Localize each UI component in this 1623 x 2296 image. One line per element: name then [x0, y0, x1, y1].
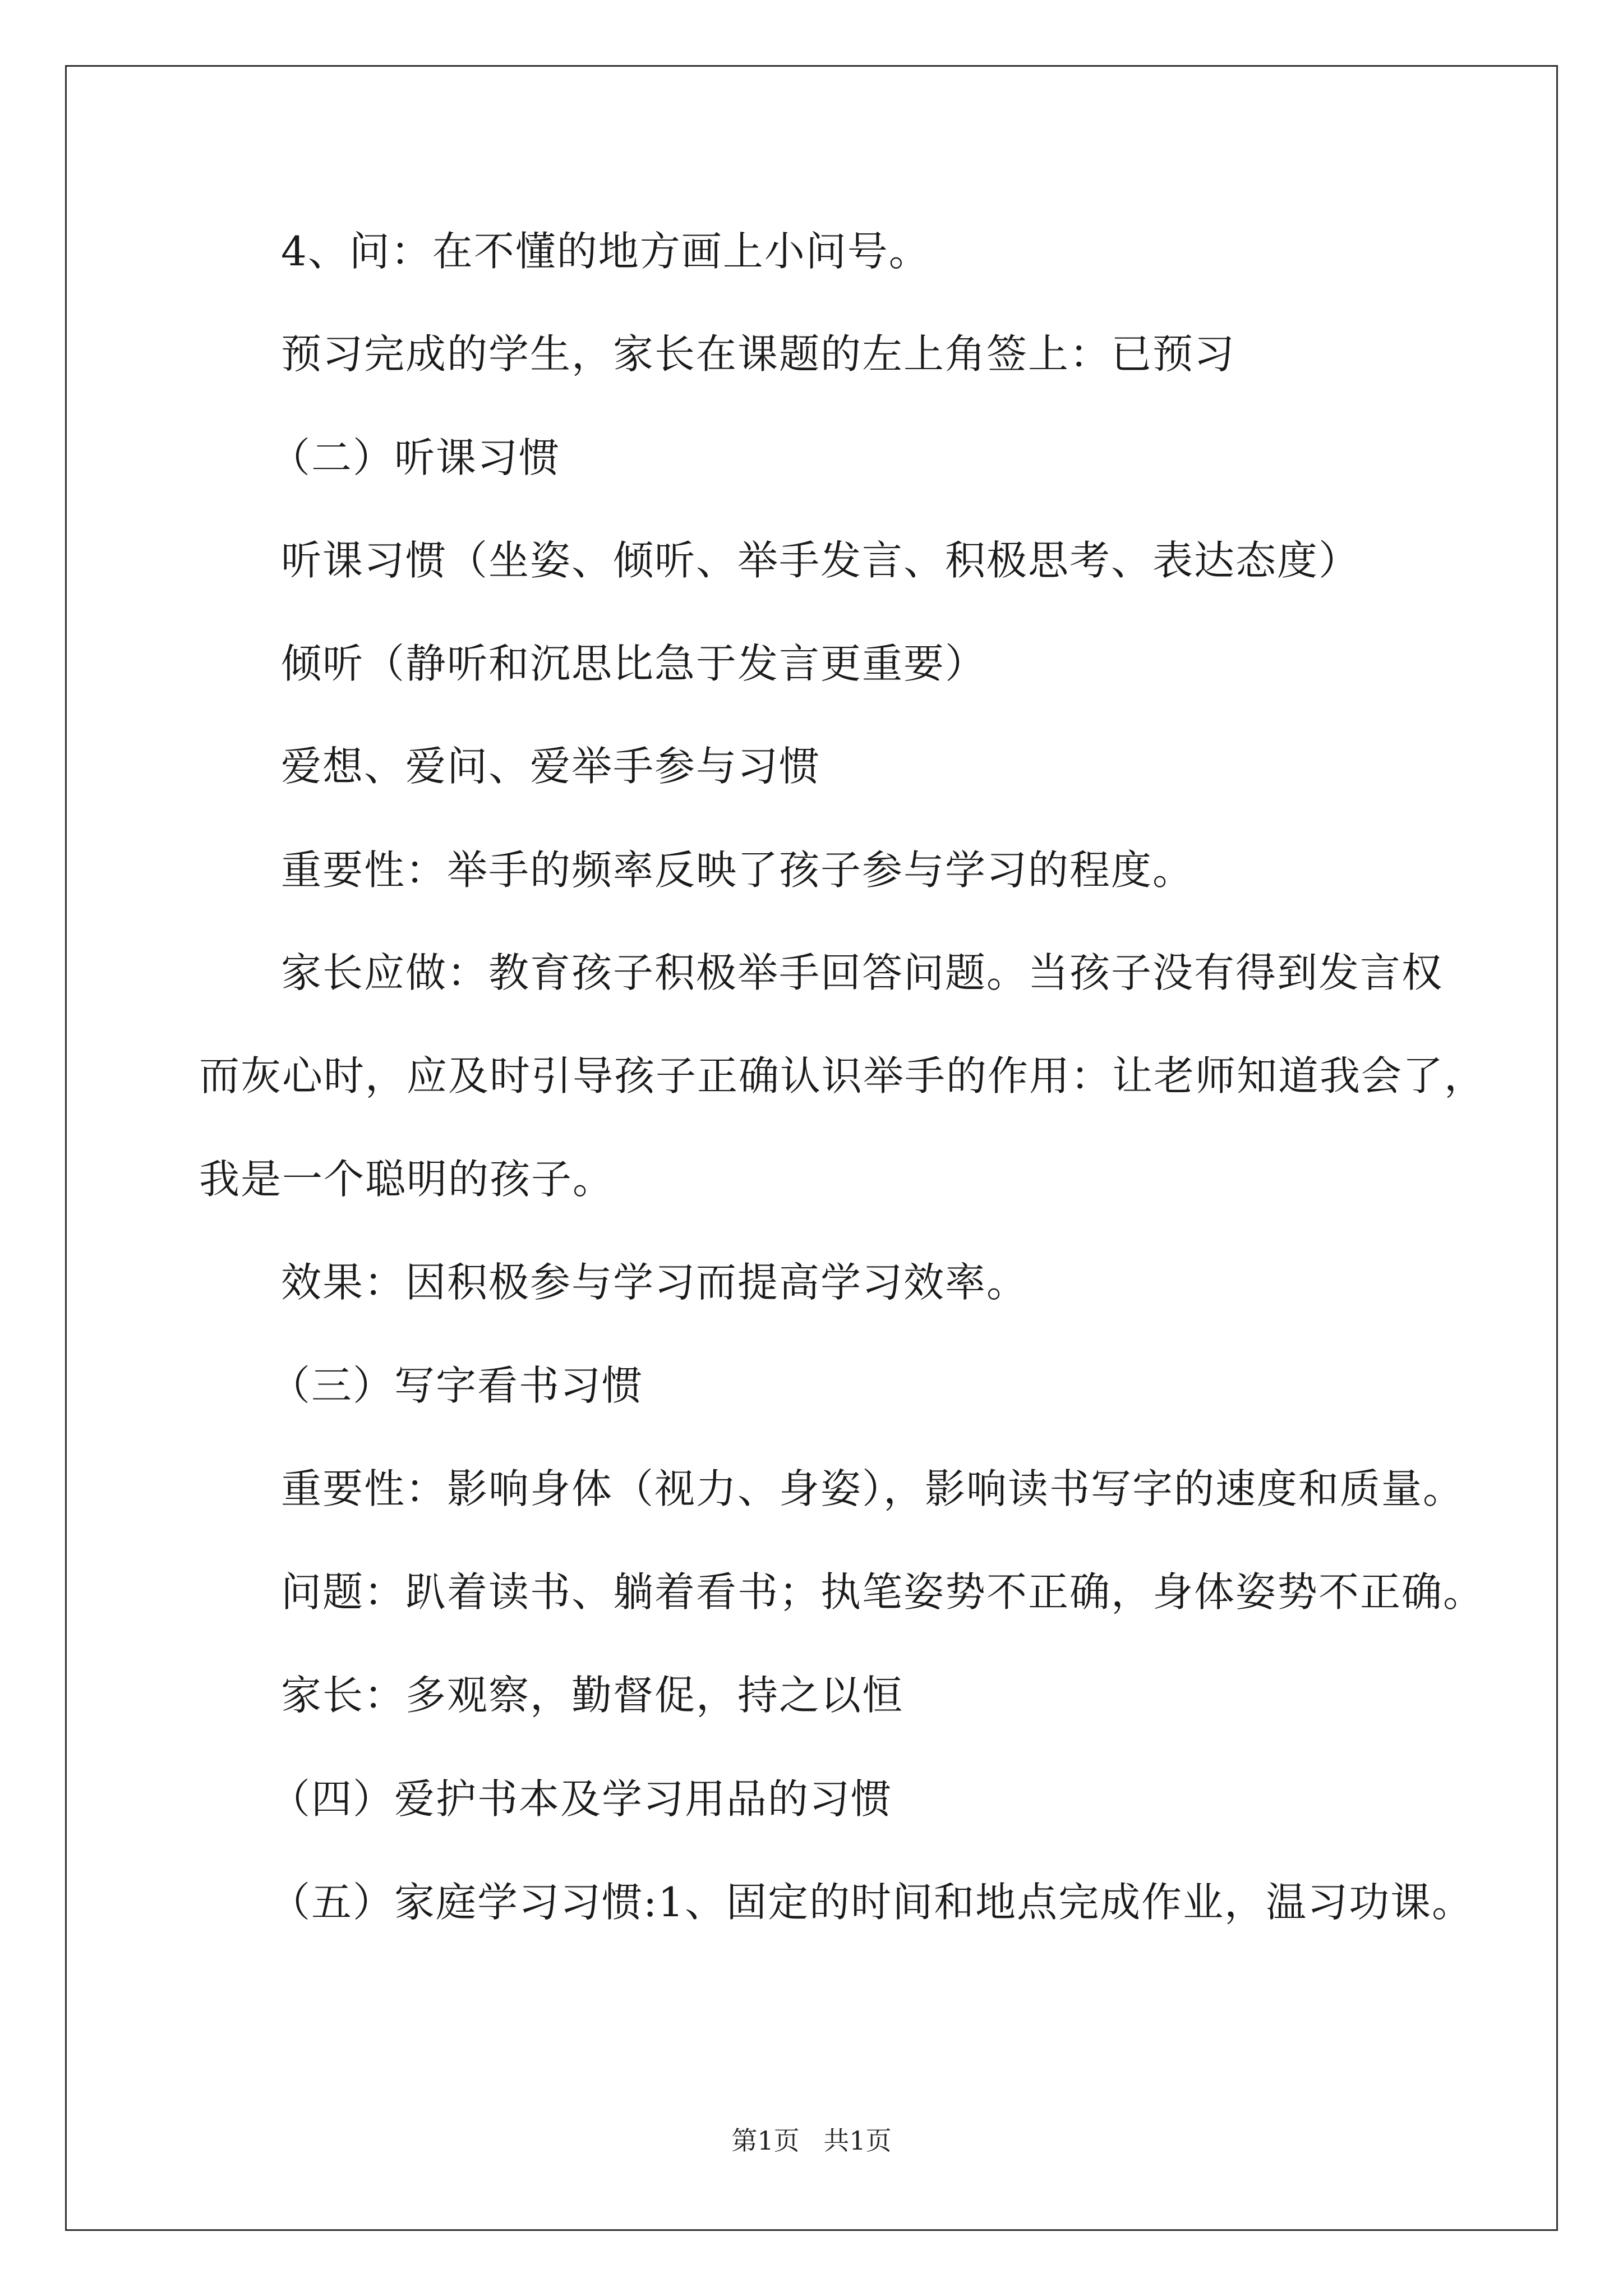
paragraph-line: 我是一个聪明的孩子。	[199, 1156, 615, 1203]
paragraph-line: 爱想、爱问、爱举手参与习惯	[281, 743, 821, 790]
paragraph-line: 重要性：影响身体（视力、身姿），影响读书写字的速度和质量。	[281, 1465, 1465, 1512]
paragraph-line: 4、问：在不懂的地方画上小问号。	[281, 228, 930, 275]
section-heading: （五）家庭学习习惯:1、固定的时间和地点完成作业，温习功课。	[270, 1879, 1474, 1926]
page-footer	[0, 2124, 1623, 2157]
section-heading: （四）爱护书本及学习用品的习惯	[270, 1775, 893, 1823]
section-heading: （三）写字看书习惯	[270, 1362, 644, 1409]
paragraph-line: 效果：因积极参与学习而提高学习效率。	[281, 1259, 1029, 1306]
paragraph-line: 重要性：举手的频率反映了孩子参与学习的程度。	[281, 846, 1195, 894]
paragraph-line: 家长：多观察，勤督促，持之以恒	[281, 1672, 904, 1719]
section-heading: （二）听课习惯	[270, 434, 561, 481]
paragraph-line: 问题：趴着读书、躺着看书；执笔姿势不正确，身体姿势不正确。	[281, 1568, 1485, 1616]
paragraph-line: 而灰心时，应及时引导孩子正确认识举手的作用：让老师知道我会了，	[199, 1052, 1486, 1099]
page-number: 第1页	[731, 2125, 800, 2156]
paragraph-line: 倾听（静听和沉思比急于发言更重要）	[281, 640, 987, 687]
paragraph-line: 预习完成的学生，家长在课题的左上角签上：已预习	[281, 330, 1236, 378]
paragraph-line: 听课习惯（坐姿、倾听、举手发言、积极思考、表达态度）	[281, 537, 1361, 584]
page-total: 共1页	[823, 2125, 892, 2156]
paragraph-line: 家长应做：教育孩子积极举手回答问题。当孩子没有得到发言权	[281, 949, 1444, 996]
